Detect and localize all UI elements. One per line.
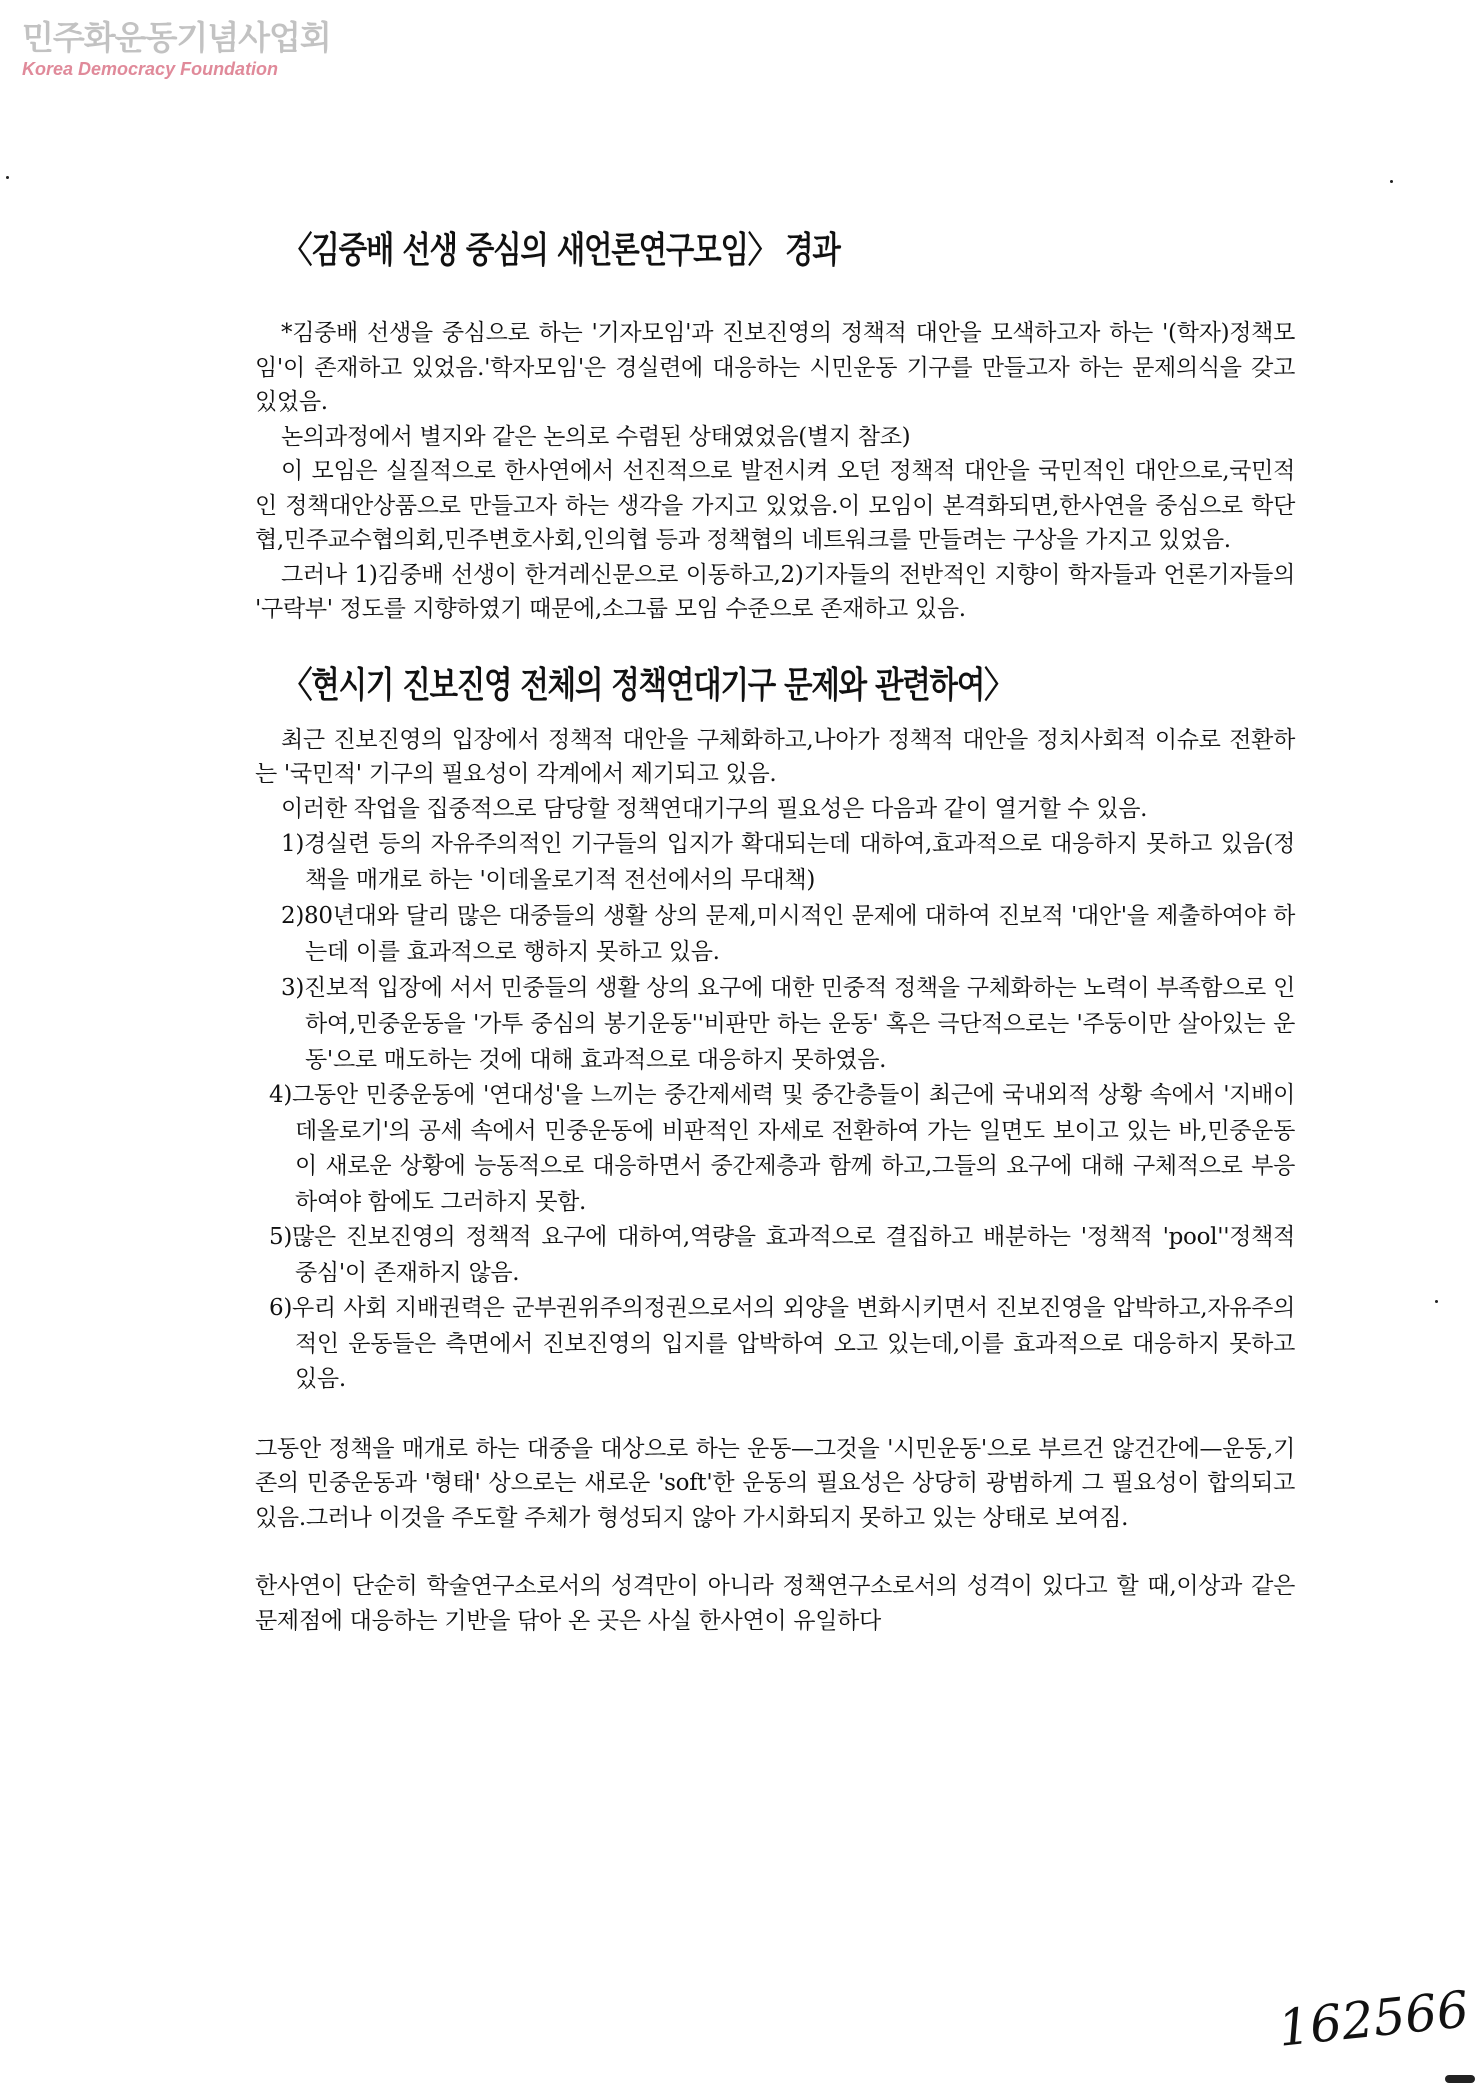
list-item: 4)그동안 민중운동에 '연대성'을 느끼는 중간제세력 및 중간층들이 최근에 국내외적 상황 속에서 '지배이데올로기'의 공세 속에서 민중운동에 비판적인 자세로 전환하여 가는 일면도 보이고 있는 바,민중운동이 새로운 상황에 능동적으로 대응하면서 중간제층과 함께 하고,그들의 요구에 대해 구체적으로 부응하여야 함에도 그러하지 못함. [269,1082,1295,1215]
foundation-watermark [22,18,331,80]
scan-speck [1445,2075,1475,2083]
list-item: 2)80년대와 달리 많은 대중들의 생활 상의 문제,미시적인 문제에 대하여 진보적 '대안'을 제출하여야 하는데 이를 효과적으로 행하지 못하고 있음. [281,903,1295,965]
list-item: 6)우리 사회 지배권력은 군부권위주의정권으로서의 외양을 변화시키면서 진보진영을 압박하고,자유주의적인 운동들은 측면에서 진보진영의 입지를 압박하여 오고 있는데,이를 효과적으로 대응하지 못하고 있음. [269,1295,1295,1392]
handwritten-page-number: 162566 [1275,1980,1472,2058]
scan-speck [6,176,9,179]
watermark-english: Korea Democracy Foundation [22,59,279,79]
section1-title: 〈김중배 선생 중심의 새언론연구모임〉 경과 [283,230,840,271]
needs-list-a [255,826,1295,1078]
section1-paragraph: 이 모임은 실질적으로 한사연에서 선진적으로 발전시켜 오던 정책적 대안을 국민적인 대안으로,국민적인 정책대안상품으로 만들고자 하는 생각을 가지고 있었음.이 모임이 본격화되면,한사연을 중심으로 학단협,민주교수협의회,민주변호사회,인의협 등과 정책협의 네트워크를 만들려는 구상을 가지고 있었음. [255,458,1295,553]
list-item: 5)많은 진보진영의 정책적 요구에 대하여,역량을 효과적으로 결집하고 배분하는 '정책적 'pool''정책적 중심'이 존재하지 않음. [269,1224,1295,1286]
watermark-korean: 민주화운동기념사업회 [22,18,331,57]
scan-speck [1435,1300,1438,1303]
document-body [255,222,1295,1638]
list-item: 3)진보적 입장에 서서 민중들의 생활 상의 요구에 대한 민중적 정책을 구체화하는 노력이 부족함으로 인하여,민중운동을 '가투 중심의 봉기운동''비판만 하는 운동' 혹은 극단적으로는 '주둥이만 살아있는 운동'으로 매도하는 것에 대해 효과적으로 대응하지 못하였음. [281,975,1295,1073]
section2-intro: 이러한 작업을 집중적으로 담당할 정책연대기구의 필요성은 다음과 같이 열거할 수 있음. [281,795,1148,822]
section2-intro: 최근 진보진영의 입장에서 정책적 대안을 구체화하고,나아가 정책적 대안을 정치사회적 이슈로 전환하는 '국민적' 기구의 필요성이 각계에서 제기되고 있음. [255,726,1295,787]
section1-paragraph: 그러나 1)김중배 선생이 한겨레신문으로 이동하고,2)기자들의 전반적인 지향이 학자들과 언론기자들의 '구락부' 정도를 지향하였기 때문에,소그룹 모임 수준으로 존재하고 있음. [255,561,1295,622]
closing-paragraph: 그동안 정책을 매개로 하는 대중을 대상으로 하는 운동—그것을 '시민운동'으로 부르건 않건간에—운동,기존의 민중운동과 '형태' 상으로는 새로운 'soft'한 운동의 필요성은 상당히 광범하게 그 필요성이 합의되고 있음.그러나 이것을 주도할 주체가 형성되지 않아 가시화되지 못하고 있는 상태로 보여짐. [255,1435,1295,1531]
needs-list-b [255,1078,1295,1398]
section2-title: 〈현시기 진보진영 전체의 정책연대기구 문제와 관련하여〉 [283,664,1013,706]
section1-paragraph: 논의과정에서 별지와 같은 논의로 수렴된 상태였었음(별지 참조) [281,423,911,450]
section1-paragraph: *김중배 선생을 중심으로 하는 '기자모임'과 진보진영의 정책적 대안을 모색하고자 하는 '(학자)정책모임'이 존재하고 있었음.'학자모임'은 경실련에 대응하는 시민운동 기구를 만들고자 하는 문제의식을 갖고 있었음. [255,320,1295,415]
scan-speck [1390,180,1393,183]
list-item: 1)경실련 등의 자유주의적인 기구들의 입지가 확대되는데 대하여,효과적으로 대응하지 못하고 있음(정책을 매개로 하는 '이데올로기적 전선에서의 무대책) [281,831,1295,893]
closing-paragraph: 한사연이 단순히 학술연구소로서의 성격만이 아니라 정책연구소로서의 성격이 있다고 할 때,이상과 같은 문제점에 대응하는 기반을 닦아 온 곳은 사실 한사연이 유일하다 [255,1573,1295,1634]
